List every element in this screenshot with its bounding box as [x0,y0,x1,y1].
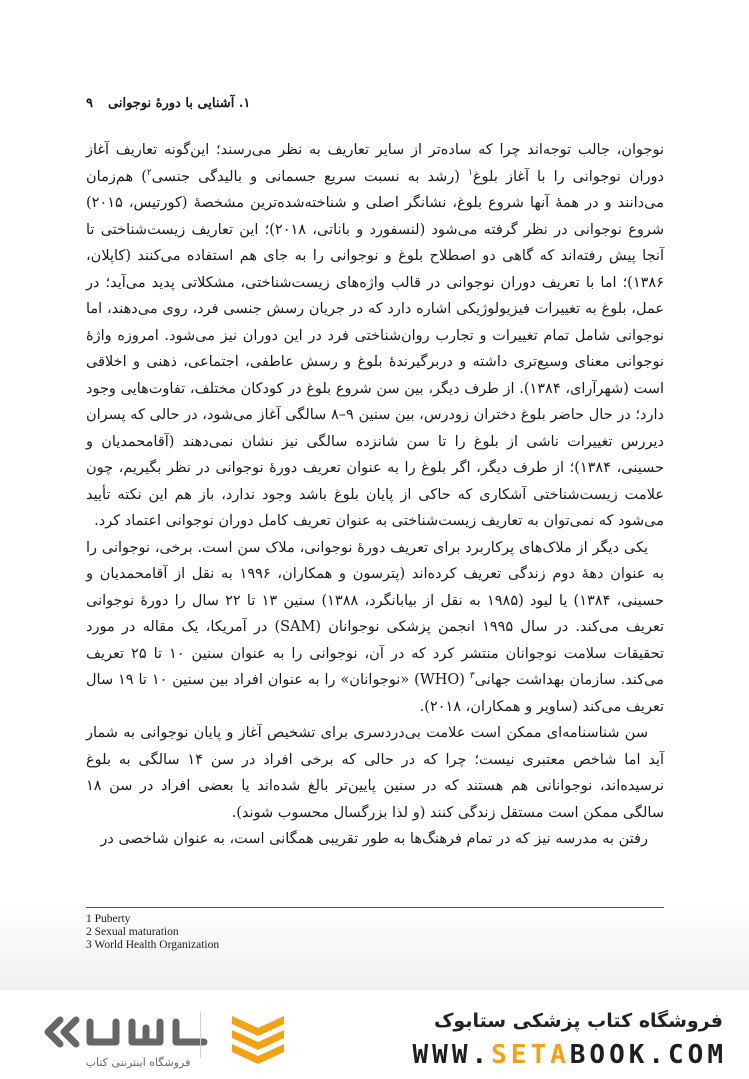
url-highlight: SETA [491,1040,570,1070]
footnote-marker: ۲ [146,167,152,178]
footnote-marker: ۱ [468,167,473,178]
text-run: ) هم‌زمان می‌دانند و در همهٔ آنها شروع بلوغ، نشانگر اصلی و شناخته‌شده‌ترین مشخصهٔ (کورتیس، ۲۰۱۵) شروع نوجوانی در نظر گرفته می‌شود (لنسفورد و باناتی، ۲۰۱۸)؛ این تعاریف زیست‌شناختی تا آنجا پیش رفته‌اند که گاهی دو اصطلاح بلوغ و نوجوانی را به جای هم استفاده می‌کنند (کاپلان، ۱۳۸۶)؛ اما با تعریف دوران نوجوانی در قالب واژه‌های زیست‌شناختی، مشکلاتی پدید می‌آید؛ در عمل، بلوغ به تغییرات فیزیولوژیکی اشاره دارد که در جریان رسش جنسی فرد، روی می‌دهند، اما نوجوانی شامل تمام تغییرات و تجارب روان‌شناختی فرد در این دوران نیز می‌شود. امروزه واژهٔ نوجوانی معنای وسیع‌تری داشته و دربرگیرندهٔ بلوغ و رسش عاطفی، اجتماعی، ذهنی و اخلاقی است (شهرآرای، ۱۳۸۴). از طرف دیگر، بین سن شروع بلوغ در کودکان مختلف، تفاوت‌هایی وجود دارد؛ در حال حاضر بلوغ دختران زودرس، بین سنین ۹–۸ سالگی آغاز می‌شود، در حالی که پسران دیررس تغییرات ناشی از بلوغ را تا سن شانزده سالگی نیز نشان نمی‌دهند (آقامحمدیان و حسینی، ۱۳۸۴)؛ از طرف دیگر، اگر بلوغ را به عنوان تعریف دورهٔ نوجوانی در نظر بگیریم، چون علامت زیست‌شناختی آشکاری که حاکی از پایان بلوغ باشد وجود ندارد، باز هم این نکته تأیید می‌شود که نمی‌توان به تعاریف زیست‌شناختی به عنوان تعریف کامل دوران نوجوانی اعتماد کرد. [86,168,665,529]
footnote-1: 1 Puberty [86,913,131,925]
page-number: ۹ [86,96,93,111]
text-run: یکی دیگر از ملاک‌های پرکاربرد برای تعریف دورهٔ نوجوانی، ملاک سن است. برخی، نوجوانی را به عنوان دههٔ دوم زندگی تعریف کرده‌اند (پترسون و همکاران، ۱۹۹۶ به نقل از آقامحمدیان و حسینی، ۱۳۸۴) یا لیود (۱۹۸۵ به نقل از بیابانگرد، ۱۳۸۸) سنین ۱۳ تا ۲۲ سال را دورهٔ نوجوانی تعریف می‌کند. در سال ۱۹۹۵ انجمن پزشکی نوجوانان (SAM) در آمریکا، یک مقاله در مورد تحقیقات سلامت نوجوانان منتشر کرد که در آن، نوجوانی را به عنوان سنین ۱۰ تا ۲۵ تعریف می‌کند. سازمان بهداشت جهانی [86,539,665,688]
logo-caption: فروشگاه اینترنتی کتاب [85,1056,191,1069]
footnote-divider [86,907,664,908]
text-run: نوجوان، جالب توجه‌اند چرا که ساده‌تر از سایر تعاریف به نظر می‌رسند؛ این‌گونه تعاریف آغاز دوران نوجوانی را با آغاز بلوغ [86,142,665,185]
paragraph [86,826,664,853]
chevron-logo-icon [232,1016,284,1064]
footnotes [86,913,219,952]
paragraph [86,137,664,535]
url-suffix: BOOK.COM [569,1040,727,1070]
text-run: (رشد به نسبت سریع جسمانی و بالیدگی جنسی [151,168,469,185]
logo-divider [200,1012,201,1058]
footnote-3: 3 World Health Organization [86,939,220,951]
wordmark-logo-icon [48,1020,204,1044]
text-run: رفتن به مدرسه نیز که در تمام فرهنگ‌ها به طور تقریبی همگانی است، به عنوان شاخصی در [100,831,648,847]
url-prefix: WWW. [412,1040,492,1070]
body-text [86,137,664,853]
publisher-banner [0,998,749,1079]
text-run: سن شناسنامه‌ای ممکن است علامت بی‌دردسری برای تشخیص آغاز و پایان نوجوانی به شمار آید اما شاخص معتبری نیست؛ چرا که در حالی که برخی افراد در سن ۱۴ سالگی به بلوغ نرسیده‌اند، نوجوانانی هم هستند که در سنین پایین‌تر بالغ شده‌اند یا بعضی افراد در سن ۱۸ سالگی ممکن است مستقل زندگی کنند (و لذا بزرگسال محسوب شوند). [86,725,664,821]
paragraph [86,535,664,721]
store-url[interactable] [413,1040,727,1070]
text-run: (WHO) «نوجوانان» را به عنوان افراد بین سنین ۱۰ تا ۱۹ سال تعریف می‌کند (ساویر و همکاران، ۲۰۱۸). [86,672,664,715]
chapter-title: ۱. آشنایی با دورهٔ نوجوانی [108,96,251,111]
footnote-marker: ۳ [469,671,475,682]
footnote-2: 2 Sexual maturation [86,926,179,938]
paragraph [86,720,664,826]
store-name: فروشگاه کتاب پزشکی ستابوک [433,1010,723,1032]
setabook-logo [20,1008,290,1072]
